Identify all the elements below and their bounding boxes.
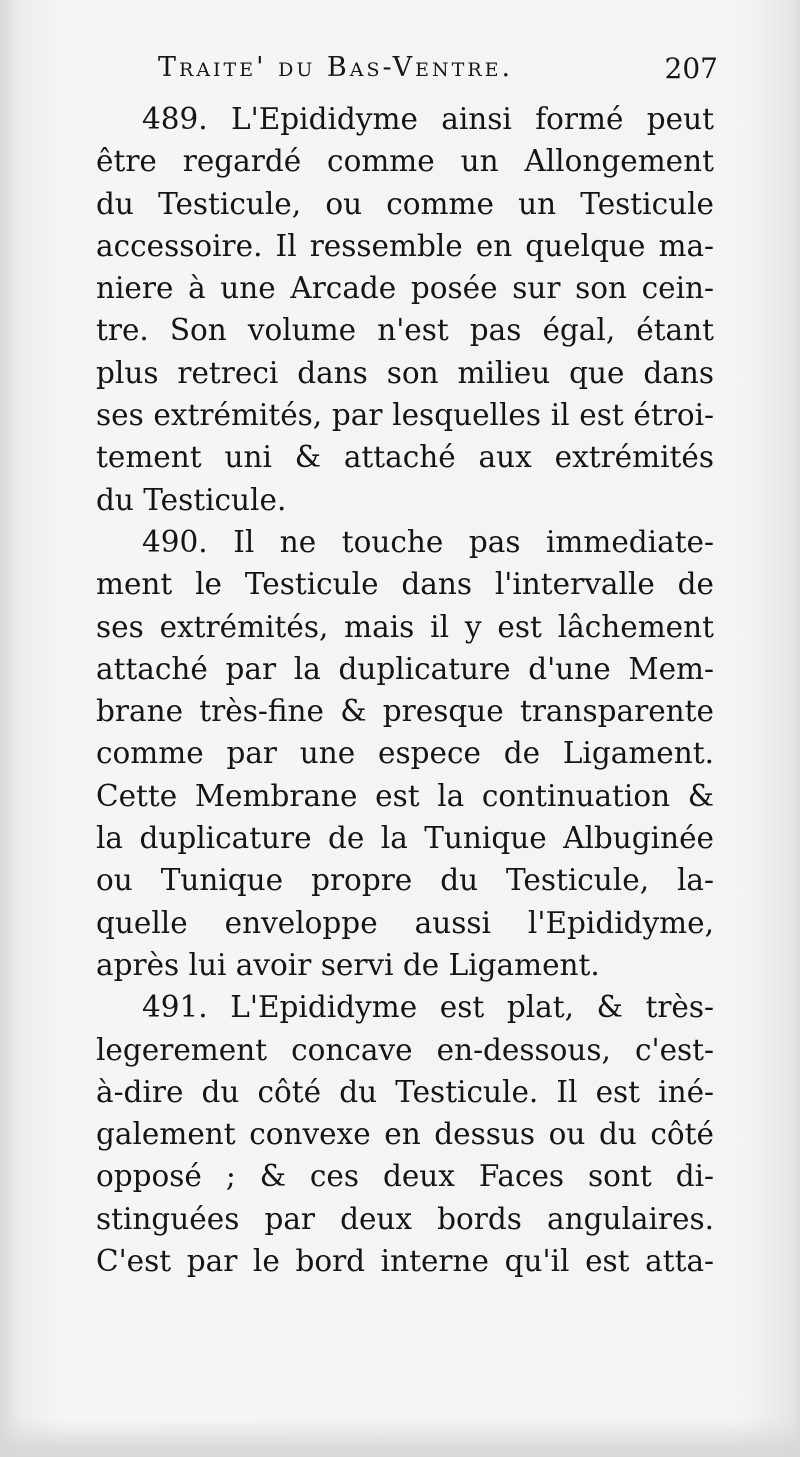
text-line: la duplicature de la Tunique Albuginée bbox=[96, 821, 714, 856]
text-line: à-dire du côté du Testicule. Il est iné- bbox=[96, 1074, 714, 1109]
text-line: ses extrémités, par lesquelles il est étroi- bbox=[96, 398, 714, 433]
text-line: du Testicule. bbox=[96, 482, 287, 517]
text-line: 489. L'Epididyme ainsi formé peut bbox=[142, 102, 714, 136]
body-text bbox=[96, 98, 714, 1282]
text-line: tre. Son volume n'est pas égal, étant bbox=[96, 313, 714, 348]
text-line: niere à une Arcade posée sur son cein- bbox=[96, 271, 714, 306]
text-line: accessoire. Il ressemble en quelque ma- bbox=[96, 228, 714, 263]
page-number: 207 bbox=[664, 52, 718, 85]
text-line: 491. L'Epididyme est plat, & très- bbox=[142, 990, 714, 1025]
text-line: plus retreci dans son milieu que dans bbox=[96, 355, 714, 390]
text-line: stinguées par deux bords angulaires. bbox=[96, 1201, 714, 1236]
text-line: opposé ; & ces deux Faces sont di- bbox=[96, 1159, 714, 1194]
text-line: ou Tunique propre du Testicule, la- bbox=[96, 863, 714, 898]
text-line: comme par une espece de Ligament. bbox=[96, 736, 714, 771]
text-line: legerement concave en-dessous, c'est- bbox=[96, 1032, 714, 1067]
text-line: attaché par la duplicature d'une Mem- bbox=[96, 651, 714, 686]
text-line: C'est par le bord interne qu'il est atta- bbox=[96, 1244, 714, 1279]
text-line: Cette Membrane est la continuation & bbox=[96, 778, 714, 813]
text-line: tement uni & attaché aux extrémités bbox=[96, 440, 714, 475]
text-line: brane très-fine & presque transparente bbox=[96, 694, 714, 729]
text-line: après lui avoir servi de Ligament. bbox=[96, 947, 600, 982]
text-line: galement convexe en dessus ou du côté bbox=[96, 1117, 714, 1152]
running-title: Traite' du Bas-Ventre. bbox=[158, 52, 514, 83]
text-line: ment le Testicule dans l'intervalle de bbox=[96, 567, 714, 602]
text-line: quelle enveloppe aussi l'Epididyme, bbox=[96, 905, 714, 940]
text-line: 490. Il ne touche pas immediate- bbox=[142, 524, 714, 559]
page-header bbox=[158, 52, 718, 92]
text-line: du Testicule, ou comme un Testicule bbox=[96, 186, 714, 221]
text-line: ses extrémités, mais il y est lâchement bbox=[96, 609, 714, 644]
text-line: être regardé comme un Allongement bbox=[96, 144, 714, 179]
